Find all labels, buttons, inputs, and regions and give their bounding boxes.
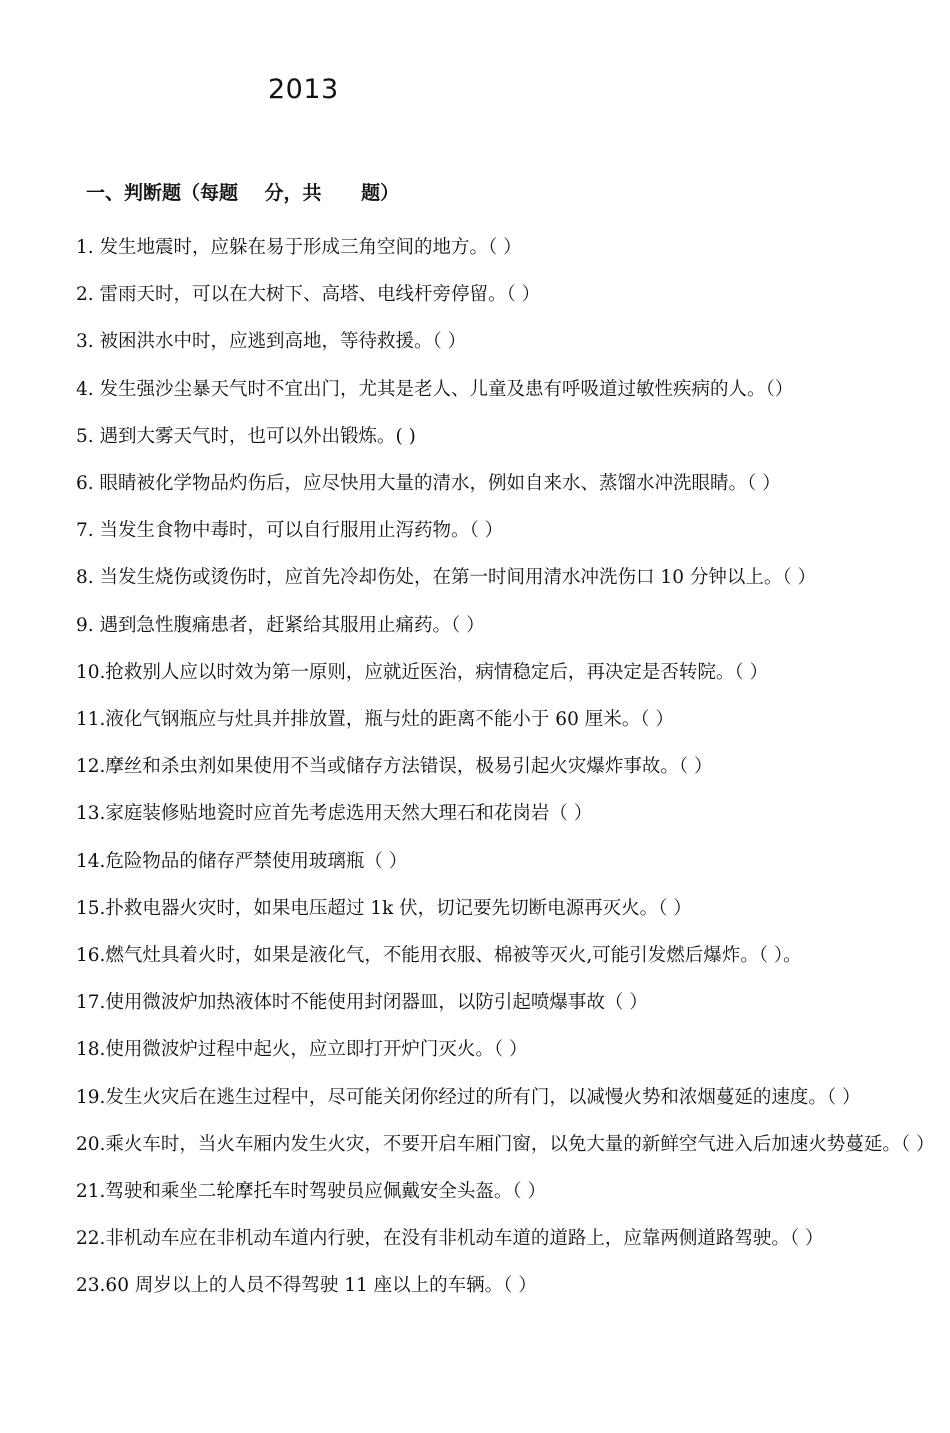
question-number: 4.: [76, 378, 94, 400]
question-text: 发生火灾后在逃生过程中，尽可能关闭你经过的所有门，以减慢火势和浓烟蔓延的速度。（ ）: [105, 1086, 861, 1108]
question-number: 17.: [76, 992, 106, 1014]
question-text: 非机动车应在非机动车道内行驶，在没有非机动车道的道路上，应靠两侧道路驾驶。（ ）: [105, 1228, 824, 1250]
question-text: 被困洪水中时，应逃到高地，等待救援。（ ）: [93, 331, 467, 353]
question-item: [0, 649, 950, 696]
question-text: 当发生烧伤或烫伤时，应首先冷却伤处，在第一时间用清水冲洗伤口 10 分钟以上。（ ）: [93, 567, 816, 589]
question-text: 燃气灶具着火时，如果是液化气，不能用衣服、棉被等灭火,可能引发燃后爆炸。（ ）。: [105, 945, 802, 967]
question-item: [0, 1121, 950, 1168]
question-text: 家庭装修贴地瓷时应首先考虑选用天然大理石和花岗岩（ ）: [105, 803, 593, 825]
question-item: [0, 318, 950, 365]
question-item: [0, 507, 950, 554]
question-item: [0, 1262, 950, 1309]
question-number: 9.: [76, 614, 94, 636]
question-item: [0, 1074, 950, 1121]
question-text: 使用微波炉加热液体时不能使用封闭器皿，以防引起喷爆事故（ ）: [105, 992, 648, 1014]
question-number: 20.: [76, 1133, 106, 1155]
question-number: 16.: [76, 945, 106, 967]
question-text: 60 周岁以上的人员不得驾驶 11 座以上的车辆。（ ）: [105, 1275, 537, 1297]
question-number: 6.: [76, 473, 94, 495]
question-number: 10.: [76, 661, 106, 683]
question-number: 21.: [76, 1181, 106, 1203]
question-text: 当发生食物中毒时，可以自行服用止泻药物。（ ）: [93, 520, 504, 542]
question-item: [0, 979, 950, 1026]
question-number: 18.: [76, 1039, 106, 1061]
question-item: [0, 460, 950, 507]
question-item: [0, 885, 950, 932]
question-text: 眼睛被化学物品灼伤后，应尽快用大量的清水，例如自来水、蒸馏水冲洗眼睛。（ ）: [93, 473, 781, 495]
question-item: [0, 366, 950, 413]
question-number: 2.: [76, 284, 94, 306]
question-item: [0, 554, 950, 601]
question-item: [0, 271, 950, 318]
question-number: 1.: [76, 237, 94, 258]
question-number: 3.: [76, 331, 94, 353]
question-text: 摩丝和杀虫剂如果使用不当或储存方法错误，极易引起火灾爆炸事故。（ ）: [105, 756, 713, 778]
question-text: 使用微波炉过程中起火，应立即打开炉门灭火。（ ）: [105, 1039, 528, 1061]
question-number: 23.: [76, 1275, 106, 1297]
question-number: 15.: [76, 897, 106, 919]
question-text: 乘火车时，当火车厢内发生火灾，不要开启车厢门窗，以免大量的新鲜空气进入后加速火势蔓延。（ ）: [105, 1133, 935, 1155]
question-item: [0, 602, 950, 649]
question-item: [0, 696, 950, 743]
question-number: 14.: [76, 850, 106, 872]
question-text: 驾驶和乘坐二轮摩托车时驾驶员应佩戴安全头盔。（ ）: [105, 1181, 547, 1203]
question-text: 扑救电器火灾时，如果电压超过 1k 伏，切记要先切断电源再灭火。（ ）: [105, 897, 692, 919]
question-item: [0, 932, 950, 979]
question-item: [0, 413, 950, 460]
question-item: [0, 790, 950, 837]
question-text: 液化气钢瓶应与灶具并排放置，瓶与灶的距离不能小于 60 厘米。（ ）: [105, 709, 674, 731]
section-heading: 一、判断题（每题 分，共 题）: [86, 182, 400, 204]
question-text: 遇到大雾天气时，也可以外出锻炼。( ): [93, 425, 416, 447]
question-item: [0, 1215, 950, 1262]
question-item: [0, 224, 950, 271]
question-text: 发生地震时，应躲在易于形成三角空间的地方。（ ）: [93, 237, 522, 258]
question-list: [0, 224, 950, 1310]
question-number: 8.: [76, 567, 94, 589]
question-text: 遇到急性腹痛患者，赶紧给其服用止痛药。（ ）: [93, 614, 485, 636]
question-text: 发生强沙尘暴天气时不宜出门，尤其是老人、儿童及患有呼吸道过敏性疾病的人。（）: [93, 378, 794, 400]
question-number: 22.: [76, 1228, 106, 1250]
question-text: 雷雨天时，可以在大树下、高塔、电线杆旁停留。（ ）: [93, 284, 541, 306]
question-item: [0, 743, 950, 790]
question-number: 19.: [76, 1086, 106, 1108]
question-number: 13.: [76, 803, 106, 825]
question-number: 11.: [76, 709, 106, 731]
question-text: 危险物品的储存严禁使用玻璃瓶（ ）: [105, 850, 408, 872]
question-number: 7.: [76, 520, 94, 542]
document-year: 2013: [268, 74, 339, 105]
question-number: 12.: [76, 756, 106, 778]
question-item: [0, 1168, 950, 1215]
question-item: [0, 1026, 950, 1073]
question-item: [0, 838, 950, 885]
question-number: 5.: [76, 425, 94, 447]
question-text: 抢救别人应以时效为第一原则，应就近医治，病情稳定后，再决定是否转院。（ ）: [105, 661, 769, 683]
